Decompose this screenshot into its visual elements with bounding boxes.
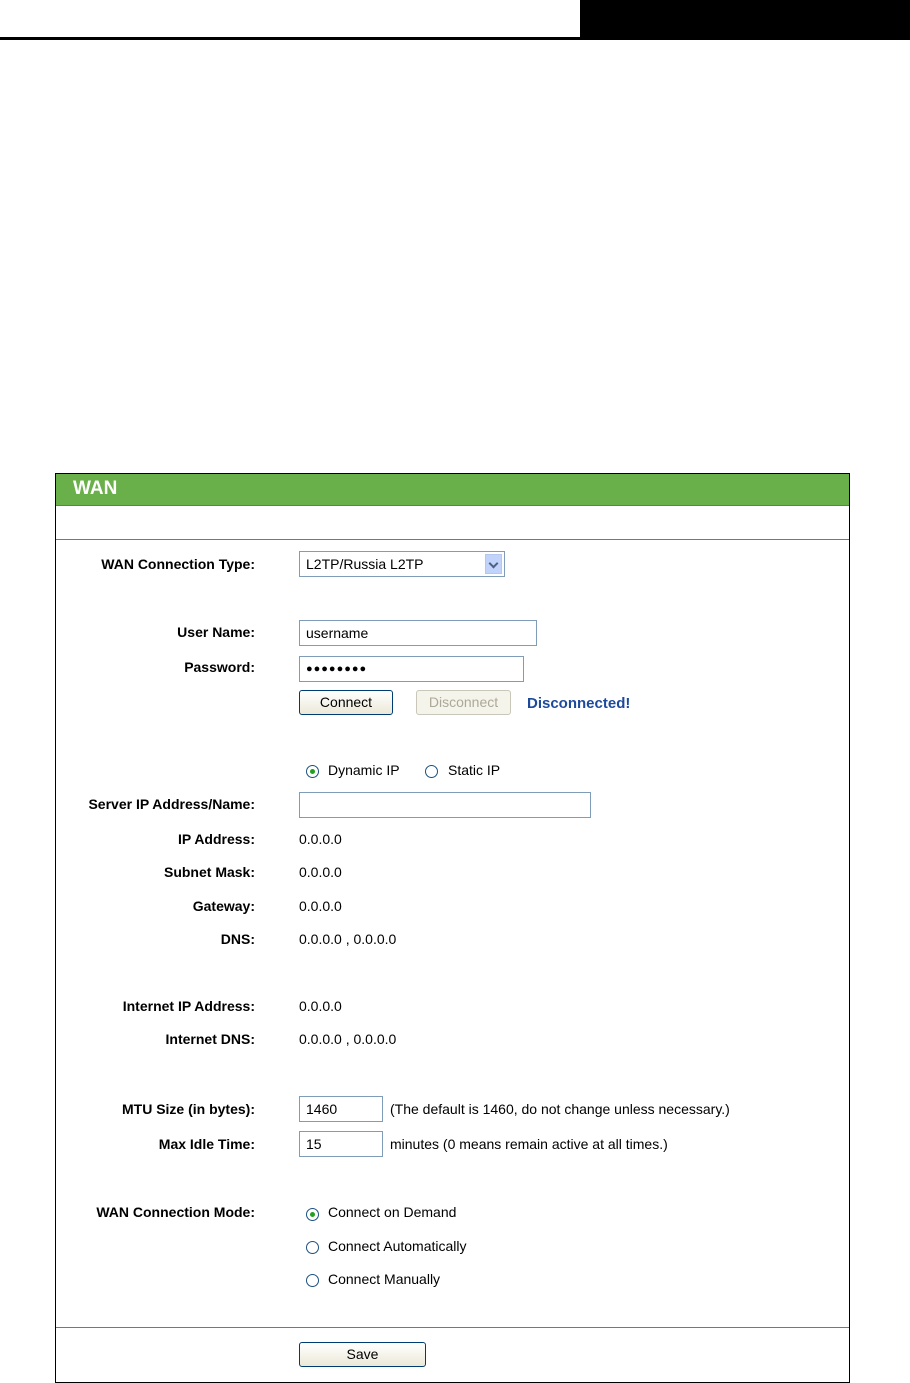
bottom-divider [56,1327,849,1328]
mtu-input[interactable]: 1460 [299,1096,383,1122]
wan-type-select[interactable] [299,551,505,577]
connect-automatically-label: Connect Automatically [328,1238,467,1254]
mtu-label: MTU Size (in bytes): [121,1101,255,1117]
static-ip-radio[interactable] [425,765,438,778]
dynamic-ip-label: Dynamic IP [328,762,400,778]
top-divider [56,539,849,540]
password-label: Password: [184,659,255,675]
ip-label: IP Address: [177,831,255,847]
save-button[interactable]: Save [299,1342,426,1367]
disconnect-button[interactable]: Disconnect [416,690,511,715]
subnet-label: Subnet Mask: [163,864,255,880]
internet-dns-label: Internet DNS: [165,1031,255,1047]
wan-type-label: WAN Connection Type: [101,556,255,572]
dns-label: DNS: [220,931,255,947]
idle-time-label: Max Idle Time: [158,1136,255,1152]
username-input[interactable]: username [299,620,537,646]
idle-time-input[interactable]: 15 [299,1131,383,1157]
ip-value: 0.0.0.0 [299,831,342,847]
server-input[interactable] [299,792,591,818]
mtu-hint: (The default is 1460, do not change unless necessary.) [390,1101,730,1117]
dynamic-ip-radio[interactable] [306,765,319,778]
connect-manually-label: Connect Manually [328,1271,441,1287]
panel-title: WAN [73,478,118,499]
subnet-value: 0.0.0.0 [299,864,342,880]
username-label: User Name: [177,624,255,640]
internet-dns-value: 0.0.0.0 , 0.0.0.0 [299,1031,397,1047]
idle-time-hint: minutes (0 means remain active at all times.) [390,1136,668,1152]
wan-settings-panel [55,473,850,1383]
connect-on-demand-label: Connect on Demand [328,1204,457,1220]
connect-button[interactable]: Connect [299,690,393,715]
connect-manually-radio[interactable] [306,1274,319,1287]
wan-type-value: L2TP/Russia L2TP [306,556,424,572]
document-header-block [580,0,910,40]
password-input[interactable]: ●●●●●●●● [299,656,524,682]
gateway-value: 0.0.0.0 [299,898,342,914]
connection-mode-label: WAN Connection Mode: [96,1204,255,1220]
internet-ip-value: 0.0.0.0 [299,998,342,1014]
dns-value: 0.0.0.0 , 0.0.0.0 [299,931,397,947]
server-label: Server IP Address/Name: [88,796,255,812]
static-ip-label: Static IP [448,762,501,778]
chevron-down-icon[interactable] [485,554,502,574]
connect-on-demand-radio[interactable] [306,1208,319,1221]
connect-automatically-radio[interactable] [306,1241,319,1254]
document-header-rule [0,37,580,40]
internet-ip-label: Internet IP Address: [122,998,255,1014]
gateway-label: Gateway: [192,898,255,914]
connection-status: Disconnected! [527,695,631,712]
panel-title-bar [56,474,849,506]
